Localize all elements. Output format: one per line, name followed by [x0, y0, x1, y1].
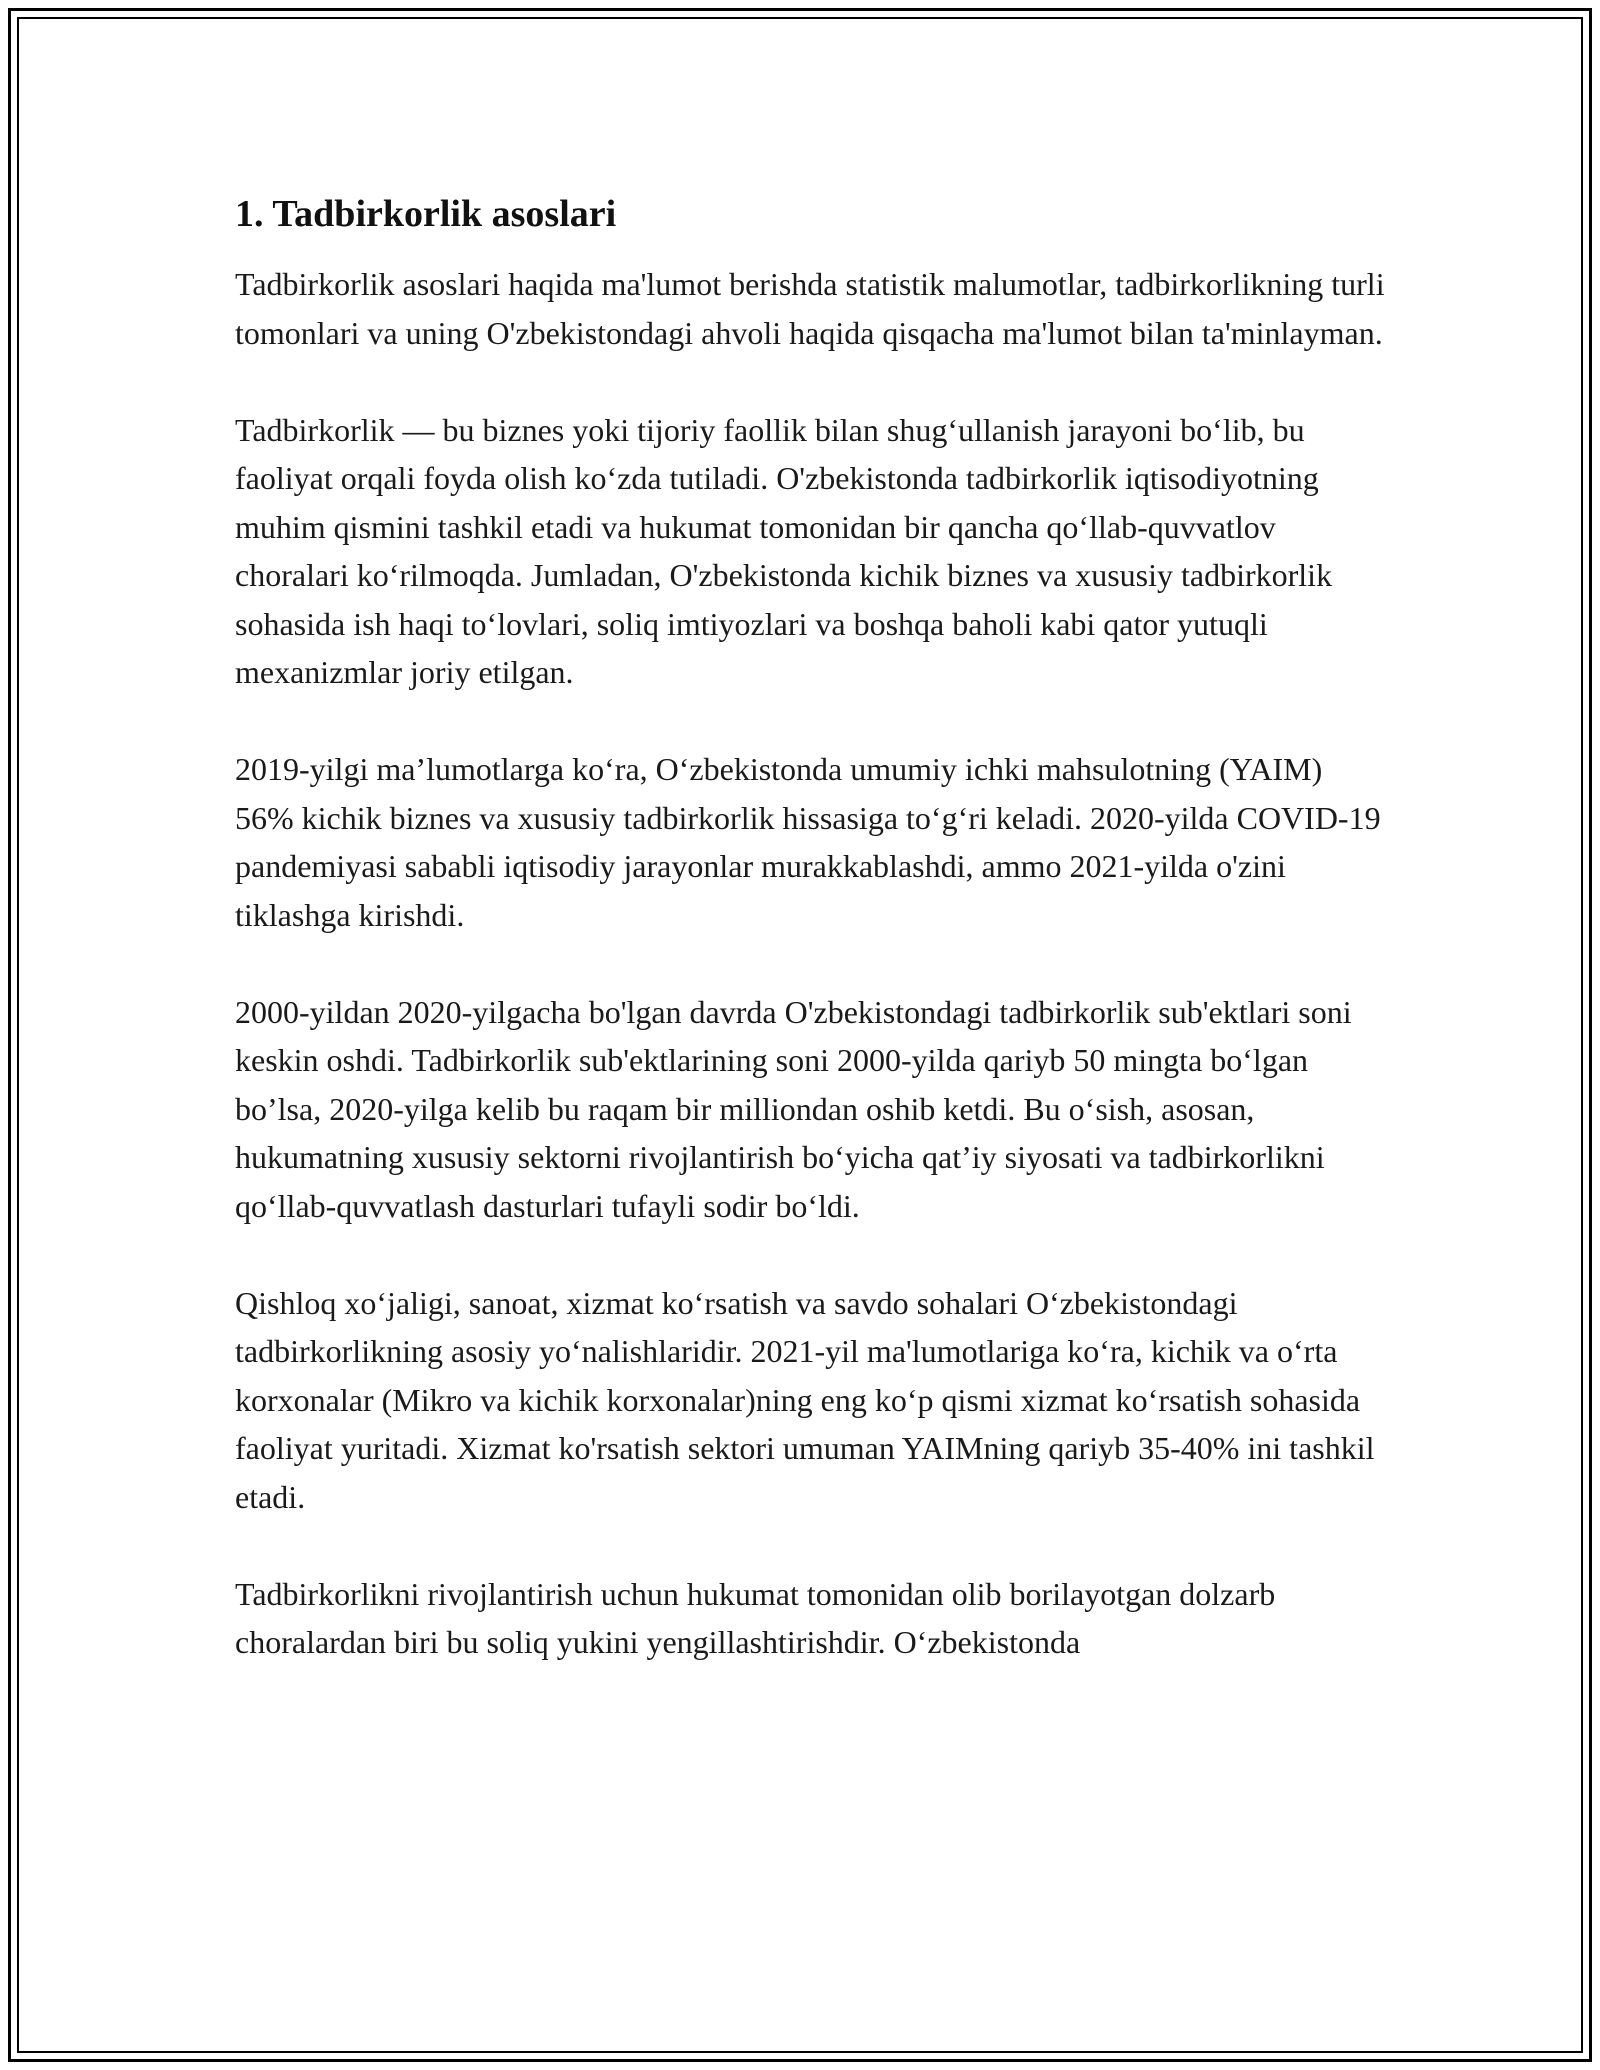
section-heading: 1. Tadbirkorlik asoslari — [235, 193, 617, 235]
paragraph-growth: 2000-yildan 2020-yilgacha bo'lgan davrda O'zbekistondagi tadbirkorlik sub'ektlari soni keskin oshdi. Tadbirkorlik sub'ektlarining soni 2000-yilda qariyb 50 mingta bo‘lgan bo’lsa, 2020-yilga kelib bu raqam bir milliondan oshib ketdi. Bu o‘sish, asosan, hukumatning xususiy sektorni rivojlantirish bo‘yicha qat’iy siyosati va tadbirkorlikni qo‘llab-quvvatlash dasturlari tufayli sodir bo‘ldi. — [235, 993, 1352, 1224]
paragraph-sectors: Qishloq xo‘jaligi, sanoat, xizmat ko‘rsatish va savdo sohalari O‘zbekistondagi tadbirkorlikning asosiy yo‘nalishlaridir. 2021-yil ma'lumotlariga ko‘ra, kichik va o‘rta korxonalar (Mikro va kichik korxonalar)ning eng ko‘p qismi xizmat ko‘rsatish sohasida faoliyat yuritadi. Xizmat ko'rsatish sektori umuman YAIMning qariyb 35-40% ini tashkil etadi. — [235, 1284, 1375, 1515]
paragraph-gdp-share: 2019-yilgi ma’lumotlarga ko‘ra, O‘zbekistonda umumiy ichki mahsulotning (YAIM) 56% kichik biznes va xususiy tadbirkorlik hissasiga to‘g‘ri keladi. 2020-yilda COVID-19 pandemiyasi sababli iqtisodiy jarayonlar murakkablashdi, ammo 2021-yilda o'zini tiklashga kirishdi. — [235, 751, 1381, 933]
paragraph-definition: Tadbirkorlik — bu biznes yoki tijoriy faollik bilan shug‘ullanish jarayoni bo‘lib, bu faoliyat orqali foyda olish ko‘zda tutiladi. O'zbekistonda tadbirkorlik iqtisodiyotning muhim qismini tashkil etadi va hukumat tomonidan bir qancha qo‘llab-quvvatlov choralari ko‘rilmoqda. Jumladan, O'zbekistonda kichik biznes va xususiy tadbirkorlik sohasida ish haqi to‘lovlari, soliq imtiyozlari va boshqa baholi kabi qator yutuqli mexanizmlar joriy etilgan. — [235, 411, 1333, 690]
paragraph-intro: Tadbirkorlik asoslari haqida ma'lumot berishda statistik malumotlar, tadbirkorlikning turli tomonlari va uning O'zbekistondagi ahvoli haqida qisqacha ma'lumot bilan ta'minlayman. — [235, 266, 1385, 351]
document-body — [235, 188, 1385, 1715]
paragraph-tax: Tadbirkorlikni rivojlantirish uchun hukumat tomonidan olib borilayotgan dolzarb choralardan biri bu soliq yukini yengillashtirishdir. O‘zbekistonda — [235, 1575, 1276, 1660]
